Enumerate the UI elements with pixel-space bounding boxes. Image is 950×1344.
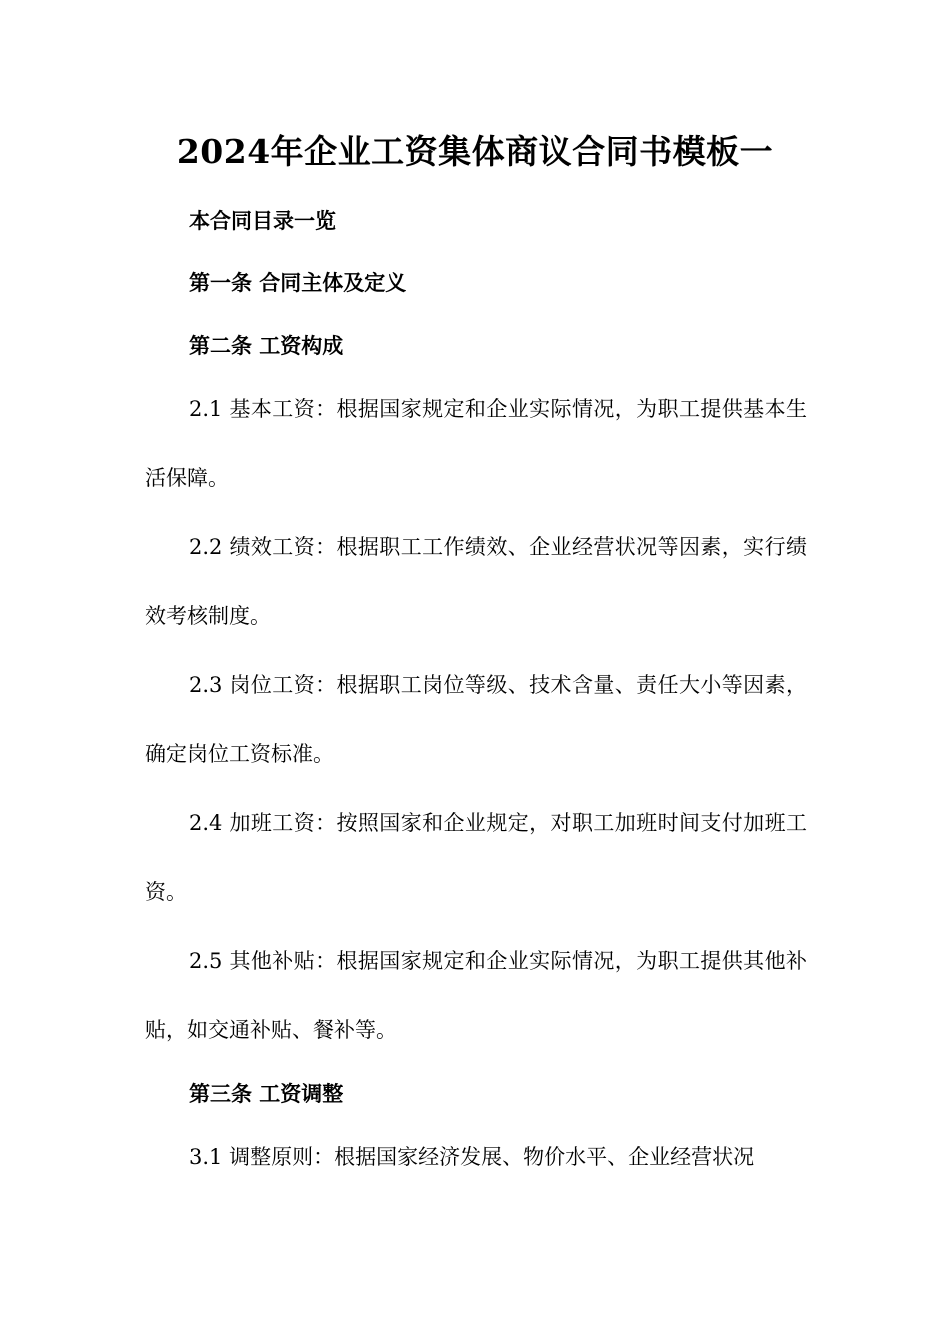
clause-2-4: 2.4 加班工资：按照国家和企业规定，对职工加班时间支付加班工资。 [145, 811, 807, 904]
clause-2-5: 2.5 其他补贴：根据国家规定和企业实际情况，为职工提供其他补贴，如交通补贴、餐补等。 [145, 949, 807, 1042]
clause-3-1: 3.1 调整原则：根据国家经济发展、物价水平、企业经营状况 [189, 1145, 755, 1169]
document-title: 2024年企业工资集体商议合同书模板一 [176, 132, 774, 171]
clause-2-1: 2.1 基本工资：根据国家规定和企业实际情况，为职工提供基本生活保障。 [145, 397, 807, 490]
article-1-heading: 第一条 合同主体及定义 [189, 270, 407, 295]
clause-2-2: 2.2 绩效工资：根据职工工作绩效、企业经营状况等因素，实行绩效考核制度。 [145, 535, 807, 628]
toc-heading: 本合同目录一览 [189, 208, 336, 233]
clause-2-3: 2.3 岗位工资：根据职工岗位等级、技术含量、责任大小等因素，确定岗位工资标准。 [145, 673, 807, 766]
article-2-heading: 第二条 工资构成 [189, 333, 344, 358]
article-3-heading: 第三条 工资调整 [189, 1081, 344, 1106]
